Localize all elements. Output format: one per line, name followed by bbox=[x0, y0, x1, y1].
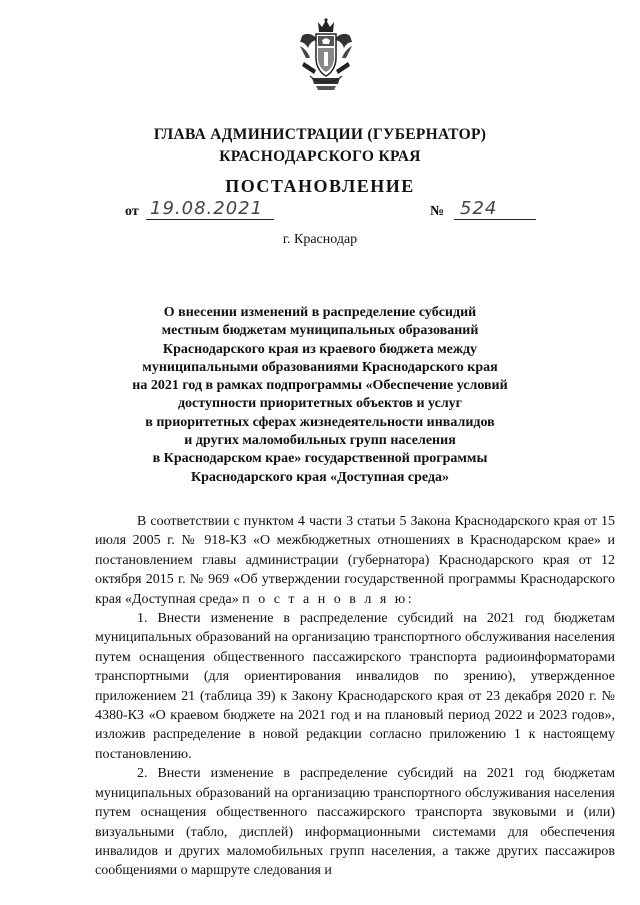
title-line: О внесении изменений в распределение субсидий bbox=[163, 305, 477, 320]
title-line: и других маломобильных групп населения bbox=[184, 433, 456, 449]
title-line: на 2021 год в рамках подпрограммы «Обеспечение условий bbox=[132, 378, 508, 394]
title-line: доступности приоритетных объектов и услуг bbox=[177, 396, 463, 412]
title-line: Краснодарского края из краевого бюджета между bbox=[162, 341, 478, 357]
title-line: местным бюджетам муниципальных образований bbox=[161, 323, 479, 339]
preamble-paragraph bbox=[95, 512, 615, 609]
date-label: от bbox=[125, 204, 139, 219]
document-body bbox=[95, 512, 615, 881]
decree-word: п о с т а н о в л я ю: bbox=[242, 591, 415, 607]
coat-of-arms-icon bbox=[296, 18, 356, 98]
city: г. Краснодар bbox=[282, 232, 358, 247]
number-label: № bbox=[430, 204, 445, 219]
authority-title-line2: КРАСНОДАРСКОГО КРАЯ bbox=[219, 148, 421, 165]
number-underline bbox=[454, 219, 536, 220]
authority-title-line1: ГЛАВА АДМИНИСТРАЦИИ (ГУБЕРНАТОР) bbox=[153, 126, 487, 143]
item-2-paragraph: 2. Внести изменение в распределение субсидий на 2021 год бюджетам муниципальных образований на организацию транспортного обслуживания населения путем оснащения общественного пассажирского транспорта звуковыми и (или) визуальными (табло, дисплей) информационными системами для обеспечения инвалидов и других маломобильных групп населения, а также других пассажиров сообщениями о маршруте следования и bbox=[95, 766, 615, 879]
date-value: 19.08.2021 bbox=[150, 198, 264, 219]
item-1-paragraph: 1. Внести изменение в распределение субсидий на 2021 год бюджетам муниципальных образований на организацию транспортного обслуживания населения путем оснащения общественного пассажирского транспорта радиоинформаторами транспортными (для ориентирования инвалидов по зрению), утвержденное приложением 21 (таблица 39) к Закону Краснодарского края от 23 декабря 2020 г. № 4380-КЗ «О краевом бюджете на 2021 год и на плановый период 2022 и 2023 годов», изложив распределение в новой редакции согласно приложению 1 к настоящему постановлению. bbox=[95, 611, 615, 762]
title-line: в Краснодарском крае» государственной программы bbox=[152, 451, 488, 467]
title-line: в приоритетных сферах жизнедеятельности инвалидов bbox=[145, 414, 495, 430]
title-line: Краснодарского края «Доступная среда» bbox=[190, 469, 450, 485]
document-type: ПОСТАНОВЛЕНИЕ bbox=[225, 176, 415, 196]
number-value: 524 bbox=[460, 198, 498, 219]
document-title bbox=[90, 304, 550, 487]
preamble-text: В соответствии с пунктом 4 части 3 статьи 5 Закона Краснодарского края от 15 июля 2005 г. № 918-КЗ «О межбюджетных отношениях в Краснодарском крае» и постановлением главы администрации (губернатора) Краснодарского края от 12 октября 2015 г. № 969 «Об утверждении государственной программы Краснодарского края «Доступная среда» bbox=[95, 514, 615, 607]
date-underline bbox=[146, 219, 274, 220]
title-line: муниципальными образованиями Краснодарского края bbox=[142, 359, 498, 375]
